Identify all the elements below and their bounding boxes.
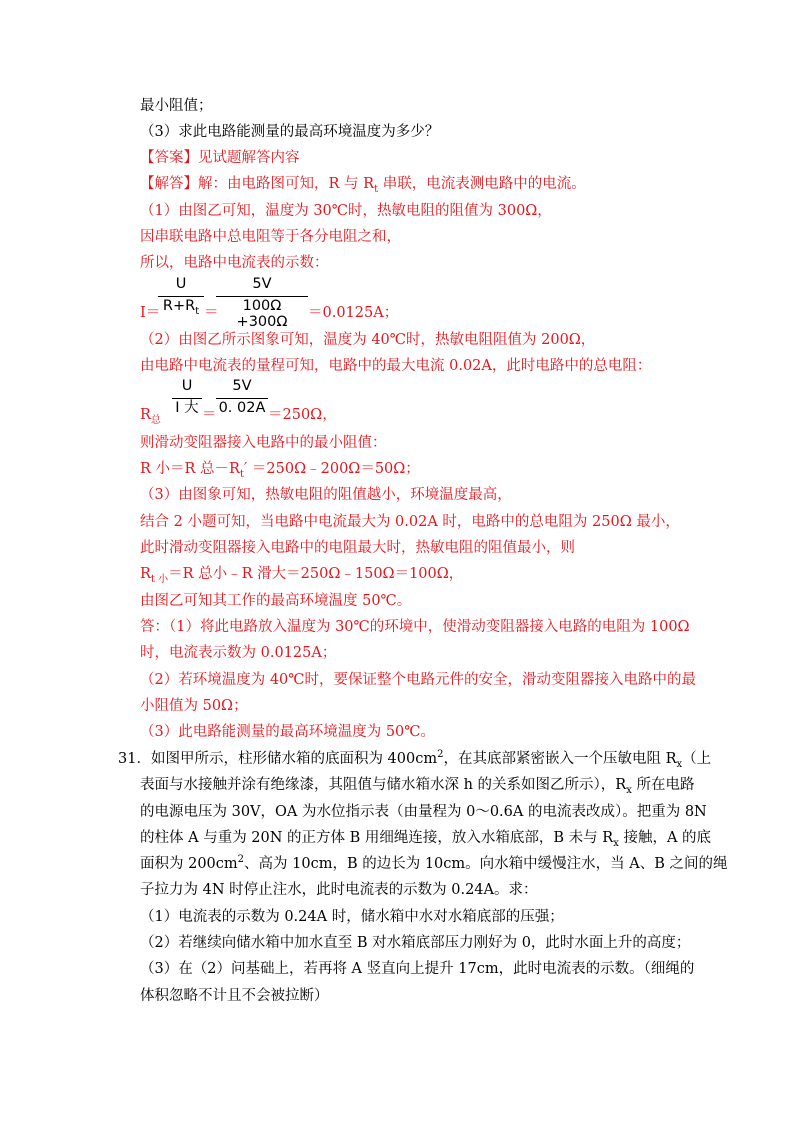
question-line: 表面与水接触并涂有绝缘漆，其阻值与储水箱水深 h 的关系如图乙所示），$R_x$ 所在电路 bbox=[140, 777, 695, 796]
numerator: U bbox=[175, 276, 187, 292]
eq-result: ＝0.0125A； bbox=[308, 305, 399, 321]
solution-text: 串联，电流表测电路中的电流。 bbox=[378, 176, 586, 192]
question-line: 的电源电压为 30V，OA 为水位指示表（由量程为 0～0.6A 的电流表改成）。把重为 8N bbox=[140, 804, 707, 820]
equals-sign: ＝ bbox=[202, 407, 217, 423]
text-line: （1）由图乙可知，温度为 30℃时，热敏电阻的阻值为 300Ω， bbox=[140, 203, 552, 219]
denominator: 0. 02A bbox=[218, 400, 266, 416]
denominator: 100Ω +300Ω bbox=[236, 298, 288, 330]
text-line: 则滑动变阻器接入电路中的最小阻值： bbox=[140, 435, 387, 451]
denominator: R+R bbox=[162, 298, 196, 314]
numerator: 5V bbox=[232, 378, 252, 394]
numerator: U bbox=[181, 378, 193, 394]
text-line: （2）由图乙所示图象可知，温度为 40℃时，热敏电阻阻值为 200Ω， bbox=[140, 332, 596, 348]
question-line: 的柱体 A 与重为 20N 的正方体 B 用细绳连接，放入水箱底部，B 未与 $R_x$ 接触，A 的底 bbox=[140, 830, 712, 849]
eq-prefix: $R_总$ bbox=[140, 407, 161, 426]
question-line: 31．如图甲所示，柱形储水箱的底面积为 $400cm^2$，在其底部紧密嵌入一个压敏电阻 $R_x$（上 bbox=[118, 749, 712, 770]
answer-line bbox=[140, 148, 300, 168]
question-line: 子拉力为 4N 时停止注水，此时电流表的示数为 0.24A。求： bbox=[140, 882, 538, 898]
question-line: 面积为 $200cm^2$、高为 10cm，B 的边长为 10cm。向水箱中缓慢注水，当 A、B 之间的绳 bbox=[140, 854, 728, 872]
text-line: $R_{t 小}=R$ 总小﹣R 滑大＝250Ω﹣150Ω＝100Ω， bbox=[140, 566, 464, 585]
solution-tag: 【解答】 bbox=[140, 176, 198, 192]
fraction-u-over-i bbox=[172, 378, 202, 420]
subscript: t bbox=[195, 305, 200, 317]
answer-tag: 【答案】 bbox=[140, 150, 198, 166]
question-line: 体积忽略不计且不会被拉断） bbox=[140, 988, 329, 1004]
answer-text: 见试题解答内容 bbox=[198, 150, 300, 166]
text-line: 时，电流表示数为 0.0125A； bbox=[140, 645, 337, 661]
eq-result: ＝250Ω， bbox=[268, 407, 337, 423]
fraction-bar bbox=[172, 398, 202, 399]
text-line: （2）若环境温度为 40℃时，要保证整个电路元件的安全，滑动变阻器接入电路中的最 bbox=[140, 672, 697, 688]
text-line: （3）由图象可知，热敏电阻的阻值越小，环境温度最高， bbox=[140, 487, 512, 503]
text-line: 此时滑动变阻器接入电路中的电阻最大时，热敏电阻的阻值最小，则 bbox=[140, 540, 575, 556]
text-line: 答：（1）将此电路放入温度为 30℃的环境中，使滑动变阻器接入电路的电阻为 100Ω bbox=[140, 619, 690, 635]
fraction-bar bbox=[158, 296, 204, 297]
text-line: （3）此电路能测量的最高环境温度为 50℃。 bbox=[140, 724, 436, 740]
question-line: （1）电流表的示数为 0.24A 时，储水箱中水对水箱底部的压强； bbox=[140, 909, 564, 925]
question-line: （2）若继续向储水箱中加水直至 B 对水箱底部压力刚好为 0，此时水面上升的高度； bbox=[140, 935, 691, 951]
fraction-values bbox=[216, 378, 268, 420]
text-line: 因串联电路中总电阻等于各分电阻之和， bbox=[140, 229, 401, 245]
text-line: 小阻值为 50Ω； bbox=[140, 698, 248, 714]
fraction-values bbox=[216, 276, 308, 330]
text-line: （3）求此电路能测量的最高环境温度为多少？ bbox=[140, 124, 440, 140]
subscript: t bbox=[374, 183, 379, 195]
solution-text: 解：由电路图可知，R 与 R bbox=[198, 176, 375, 192]
solution-line bbox=[140, 174, 586, 194]
numerator: 5V bbox=[252, 276, 272, 292]
text-line: 最小阻值； bbox=[140, 98, 213, 114]
text-line: R 小＝R 总$-R_t'$ ＝250Ω﹣200Ω＝50Ω； bbox=[140, 461, 420, 480]
fraction-bar bbox=[216, 398, 268, 399]
fraction-u-over-r bbox=[158, 276, 204, 318]
equals-sign: ＝ bbox=[204, 305, 219, 321]
question-line: （3）在（2）问基础上，若再将 A 竖直向上提升 17cm，此时电流表的示数。（细绳的 bbox=[140, 961, 695, 977]
text-line: 由电路中电流表的量程可知，电路中的最大电流 0.02A，此时电路中的总电阻： bbox=[140, 358, 652, 374]
denominator: I 大 bbox=[175, 400, 199, 416]
question-number: 31． bbox=[118, 751, 151, 767]
eq-prefix: I＝ bbox=[140, 305, 161, 321]
text-line: 结合 2 小题可知，当电路中电流最大为 0.02A 时，电路中的总电阻为 250Ω 最小， bbox=[140, 514, 680, 530]
fraction-bar bbox=[216, 296, 308, 297]
text-line: 所以，电路中电流表的示数： bbox=[140, 255, 329, 271]
text-line: 由图乙可知其工作的最高环境温度 50℃。 bbox=[140, 593, 412, 609]
